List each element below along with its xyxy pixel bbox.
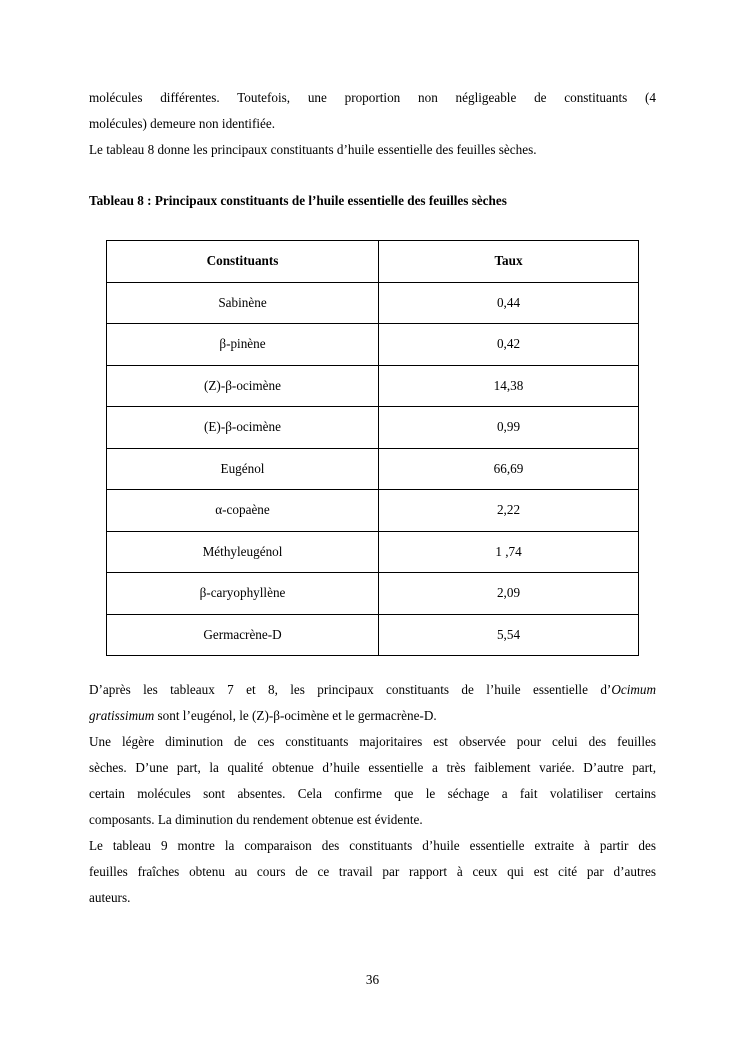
constituent-cell: Méthyleugénol <box>107 531 379 573</box>
text-line: Une légère diminution de ces constituants majoritaires est observée pour celui des feuilles <box>89 734 656 749</box>
table-row <box>107 324 639 366</box>
constituent-cell: α-copaène <box>107 490 379 532</box>
table-row <box>107 614 639 656</box>
rate-cell: 0,99 <box>379 407 639 449</box>
text-line: feuilles fraîches obtenu au cours de ce travail par rapport à ceux qui est cité par d’autres <box>89 864 656 879</box>
constituent-cell: Eugénol <box>107 448 379 490</box>
text-line: composants. La diminution du rendement obtenue est évidente. <box>89 812 423 827</box>
intro-text <box>89 85 656 163</box>
text-line: molécules) demeure non identifiée. <box>89 116 276 131</box>
text-line: sèches. D’une part, la qualité obtenue d’huile essentielle a très faiblement variée. D’autre part, <box>89 760 656 775</box>
text-line: Le tableau 8 donne les principaux constituants d’huile essentielle des feuilles sèches. <box>89 142 537 157</box>
text-line: auteurs. <box>89 890 131 905</box>
rate-cell: 0,44 <box>379 282 639 324</box>
constituent-cell: β-pinène <box>107 324 379 366</box>
table-row <box>107 448 639 490</box>
constituent-cell: Germacrène-D <box>107 614 379 656</box>
species-name-italic: gratissimum <box>89 708 155 723</box>
rate-cell: 5,54 <box>379 614 639 656</box>
rate-cell: 0,42 <box>379 324 639 366</box>
rate-cell: 66,69 <box>379 448 639 490</box>
table-row <box>107 573 639 615</box>
table-row <box>107 531 639 573</box>
column-header-constituants: Constituants <box>107 241 379 283</box>
page-number: 36 <box>365 972 380 987</box>
table-row <box>107 365 639 407</box>
rate-cell: 1 ,74 <box>379 531 639 573</box>
text-line: certain molécules sont absentes. Cela confirme que le séchage a fait volatiliser certains <box>89 786 656 801</box>
text-line <box>89 703 656 729</box>
constituent-cell: Sabinène <box>107 282 379 324</box>
constituent-cell: (Z)-β-ocimène <box>107 365 379 407</box>
rate-cell: 2,22 <box>379 490 639 532</box>
rate-cell: 14,38 <box>379 365 639 407</box>
text-line: molécules différentes. Toutefois, une proportion non négligeable de constituants (4 <box>89 90 656 105</box>
text-span: sont l’eugénol, le (Z)-β-ocimène et le germacrène-D. <box>154 708 437 723</box>
table-row <box>107 490 639 532</box>
table-header-row <box>107 241 639 283</box>
table-row <box>107 282 639 324</box>
constituents-table <box>106 240 639 656</box>
text-span: D’après les tableaux 7 et 8, les principaux constituants de l’huile essentielle d’ <box>89 682 612 697</box>
text-line: Le tableau 9 montre la comparaison des constituants d’huile essentielle extraite à partir des <box>89 838 656 853</box>
table-caption: Tableau 8 : Principaux constituants de l’huile essentielle des feuilles sèches <box>89 193 507 208</box>
constituent-cell: β-caryophyllène <box>107 573 379 615</box>
rate-cell: 2,09 <box>379 573 639 615</box>
text-line <box>89 677 656 703</box>
constituent-cell: (E)-β-ocimène <box>107 407 379 449</box>
table-row <box>107 407 639 449</box>
discussion-text <box>89 677 656 911</box>
column-header-taux: Taux <box>379 241 639 283</box>
species-name-italic: Ocimum <box>611 682 656 697</box>
